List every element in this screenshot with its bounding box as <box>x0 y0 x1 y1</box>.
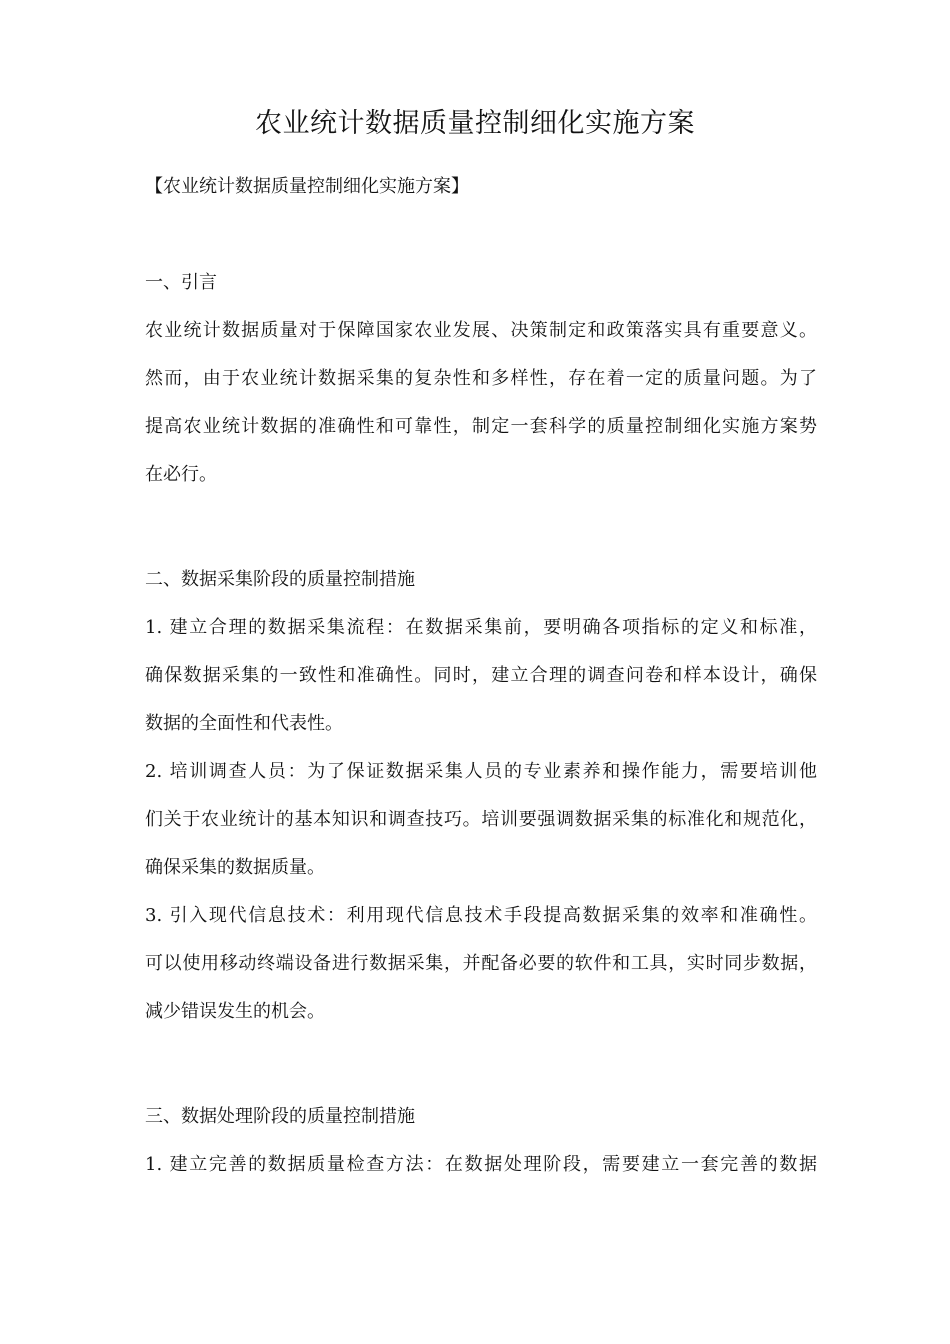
list-item-line: 可以使用移动终端设备进行数据采集，并配备必要的软件和工具，实时同步数据， <box>145 953 817 974</box>
list-item-line: 确保数据采集的一致性和准确性。同时，建立合理的调查问卷和样本设计，确保 <box>145 665 817 686</box>
list-item-line: 1. 建立合理的数据采集流程：在数据采集前，要明确各项指标的定义和标准， <box>145 617 817 638</box>
section-heading-collection: 二、数据采集阶段的质量控制措施 <box>145 569 415 590</box>
section-heading-introduction: 一、引言 <box>145 272 217 293</box>
paragraph-line: 在必行。 <box>145 464 217 485</box>
document-title: 农业统计数据质量控制细化实施方案 <box>255 108 695 139</box>
document-body <box>145 172 817 1198</box>
paragraph-line: 农业统计数据质量对于保障国家农业发展、决策制定和政策落实具有重要意义。 <box>145 320 817 341</box>
list-item-line: 确保采集的数据质量。 <box>145 857 325 878</box>
document-subtitle: 【农业统计数据质量控制细化实施方案】 <box>145 176 469 197</box>
list-item-line: 们关于农业统计的基本知识和调查技巧。培训要强调数据采集的标准化和规范化， <box>145 809 817 830</box>
section-heading-processing: 三、数据处理阶段的质量控制措施 <box>145 1106 415 1127</box>
list-item-line: 2. 培训调查人员：为了保证数据采集人员的专业素养和操作能力，需要培训他 <box>145 761 817 782</box>
blank-spacer <box>145 220 817 268</box>
paragraph-line: 然而，由于农业统计数据采集的复杂性和多样性，存在着一定的质量问题。为了 <box>145 368 817 389</box>
paragraph-line: 提高农业统计数据的准确性和可靠性，制定一套科学的质量控制细化实施方案势 <box>145 416 817 437</box>
list-item-line: 1. 建立完善的数据质量检查方法：在数据处理阶段，需要建立一套完善的数据 <box>145 1154 817 1175</box>
blank-spacer <box>145 508 817 565</box>
blank-spacer <box>145 1045 817 1102</box>
list-item-line: 减少错误发生的机会。 <box>145 1001 325 1022</box>
list-item-line: 3. 引入现代信息技术：利用现代信息技术手段提高数据采集的效率和准确性。 <box>145 905 817 926</box>
list-item-line: 数据的全面性和代表性。 <box>145 713 343 734</box>
